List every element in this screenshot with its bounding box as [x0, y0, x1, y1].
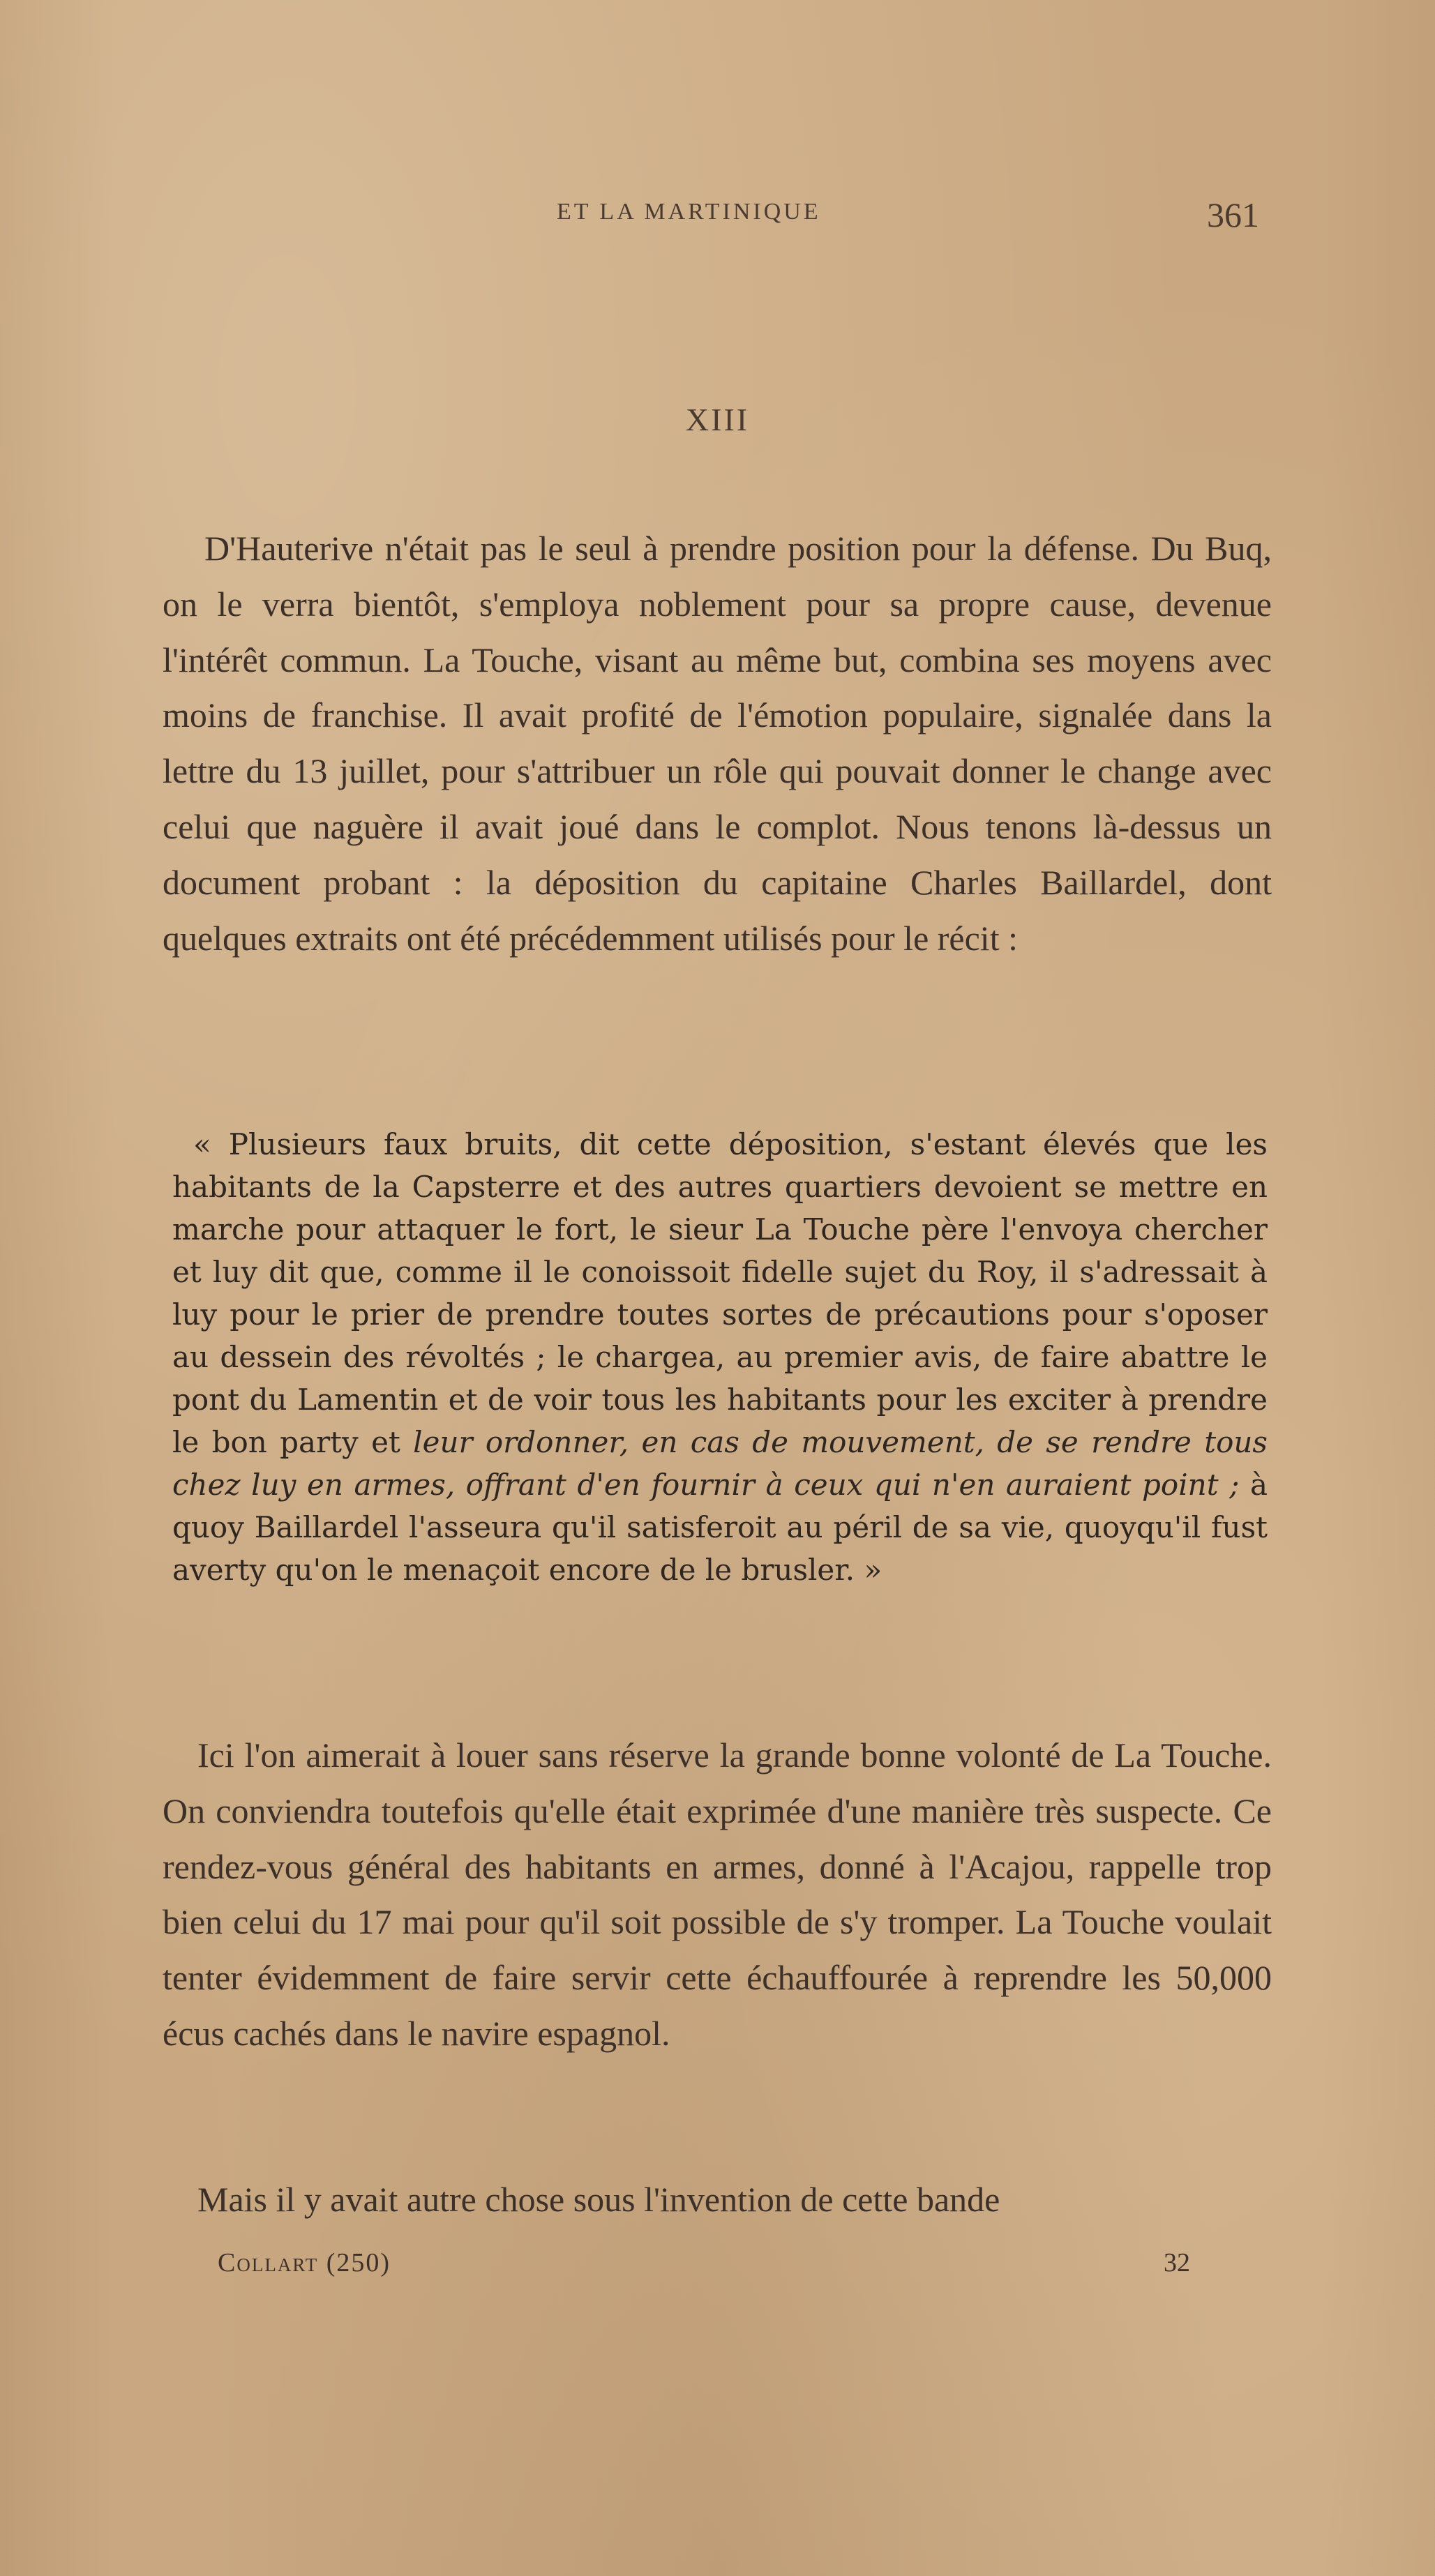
signature-number: 32	[1164, 2248, 1190, 2277]
quote-part-2: à quoy Baillardel l'asseura qu'il satisferoit au péril de sa vie, quoyqu'il fust averty qu'on le menaçoit encore de le brusler. »	[172, 1468, 1268, 1587]
running-title: ET LA MARTINIQUE	[557, 199, 821, 225]
paragraph-2: Ici l'on aimerait à louer sans réserve la grande bonne volonté de La Touche. On conviendra toutefois qu'elle était exprimée d'une manière très suspecte. Ce rendez-vous général des habitants en armes, donné à l'Acajou, rappelle trop bien celui du 17 mai pour qu'il soit possible de s'y tromper. La Touche voulait tenter évidemment de faire servir cette échauffourée à reprendre les 50,000 écus cachés dans le navire espagnol.	[163, 1735, 1272, 2053]
paragraph-3: Mais il y avait autre chose sous l'invention de cette bande	[197, 2180, 1000, 2219]
chapter-heading: XIII	[685, 402, 750, 437]
page-number: 361	[1207, 195, 1259, 234]
quoted-deposition	[172, 1123, 1268, 1591]
quote-italic-part: leur ordonner, en cas de mouvement, de se rendre tous chez luy en armes, offrant d'en fournir à ceux qui n'en auraient point ;	[172, 1425, 1268, 1502]
page-footer	[0, 2247, 1435, 2289]
page-header	[0, 195, 1435, 241]
quote-part-1: « Plusieurs faux bruits, dit cette déposition, s'estant élevés que les habitants de la Capsterre et des autres quartiers devoient se mettre en marche pour attaquer le fort, le sieur La Touche père l'envoya chercher et luy dit que, comme il le conoissoit fidelle sujet du Roy, il s'adressait à luy pour le prier de prendre toutes sortes de précautions pour s'oposer au dessein des révoltés ; le chargea, au premier avis, de faire abattre le pont du Lamentin et de voir tous les habitants pour les exciter à prendre le bon party et	[172, 1127, 1268, 1459]
paragraph-1: D'Hauterive n'était pas le seul à prendre position pour la défense. Du Buq, on le verra bientôt, s'employa noblement pour sa propre cause, devenue l'intérêt commun. La Touche, visant au même but, combina ses moyens avec moins de franchise. Il avait profité de l'émotion populaire, signalée dans la lettre du 13 juillet, pour s'attribuer un rôle qui pouvait donner le change avec celui que naguère il avait joué dans le complot. Nous tenons là-dessus un document probant : la déposition du capitaine Charles Baillardel, dont quelques extraits ont été précédemment utilisés pour le récit :	[163, 529, 1272, 958]
signature-mark: Collart (250)	[218, 2248, 391, 2277]
